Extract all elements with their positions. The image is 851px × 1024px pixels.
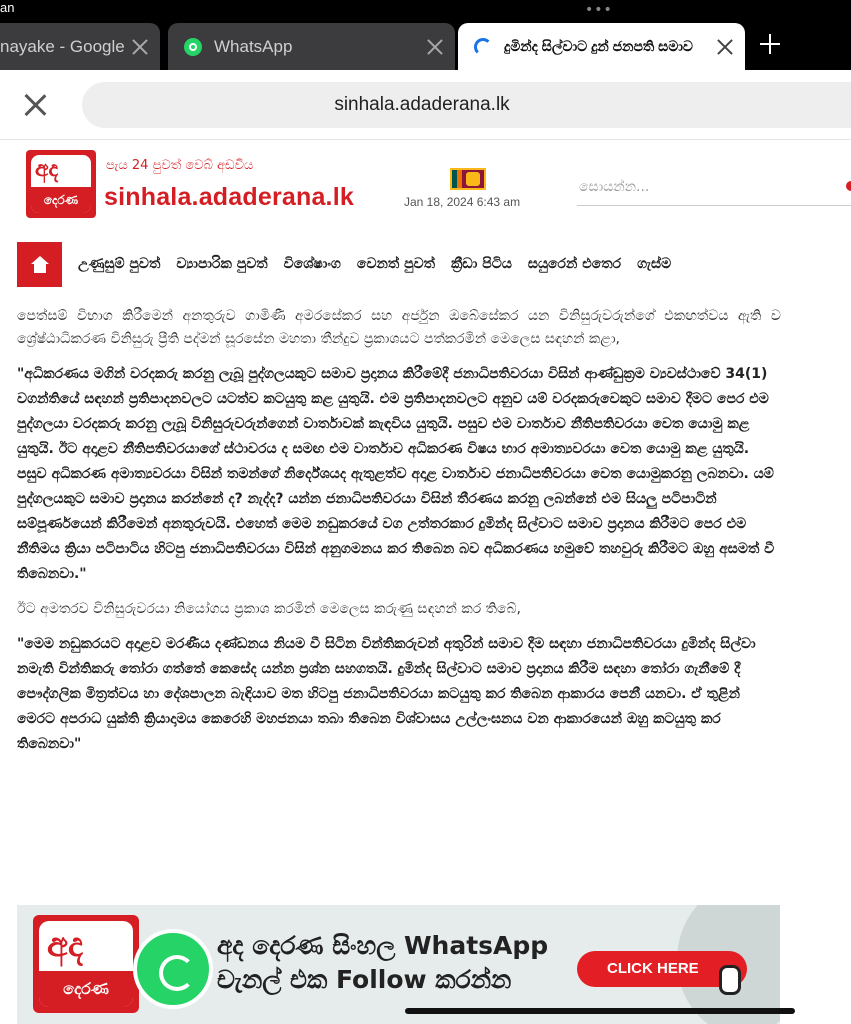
main-nav xyxy=(78,256,671,272)
home-icon xyxy=(31,256,49,264)
article-paragraph: ඊට අමතරව විනිසුරුවරයා නියෝගය ප්‍රකාශ කරමින් මෙලෙස කරුණු සඳහන් කර තිබේ, xyxy=(17,601,521,617)
tab-strip xyxy=(0,0,851,70)
click-here-button[interactable]: CLICK HERE xyxy=(577,951,747,987)
nav-item-other-news[interactable]: වෙනත් පුවත් xyxy=(356,256,436,272)
nav-item-business[interactable]: ව්‍යාපාරික පුවත් xyxy=(176,256,268,272)
site-search-input[interactable]: සොයන්න... xyxy=(577,170,851,206)
address-bar-row xyxy=(0,70,851,140)
tab-whatsapp[interactable] xyxy=(168,23,455,70)
banner-headline: අද දෙරණ සිංහල WhatsApp xyxy=(217,931,549,960)
tab-title: nayake - Google xyxy=(0,36,125,56)
article-quote: "මෙම නඩුකරයට අදාළව මරණීය දණ්ඩනය නියම වී සිටින වින්තිකරුවන් අතුරින් සමාව දීම සඳහා ජනාධිපතිවරයා දුමින්ද සිල්වා නමැති වින්තිකරු තෝරා ගත්තේ කෙසේද යන්න ප්‍රශ්න සහගතයි. දුමින්ද සිල්වාට සමාව ප්‍රදානය කිරීම සඳහා තෝරා ගැනීමේ දී පෞද්ගලික මිත්‍රත්වය හා දේශපාලන බැඳියාව මත හිටපු ජනාධිපතිවරයා කටයුතු කර තිබෙන ආකාරය පෙනී යනවා. ඒ තුළින් මෙරට අපරාධ යුක්ති ක්‍රියාදාමය කෙරෙහි මහජනයා තබා තිබෙන විශ්වාසය උල්ලංඝනය වන ආකාරයෙන් ඔහු කටයුතු කර තිබෙනවා" xyxy=(17,636,756,752)
loading-spinner-icon xyxy=(474,38,492,56)
nav-item-hot-news[interactable]: උණුසුම් පුවත් xyxy=(78,256,161,272)
pointer-hand-icon xyxy=(719,965,741,995)
tab-close-icon[interactable] xyxy=(130,37,150,57)
close-icon[interactable] xyxy=(20,90,50,120)
article-paragraph: පෙත්සම් විභාග කිරීමෙන් අනතුරුව ගාමිණී අමරසේකර සහ අර්ජුන ඔබේසේකර යන විනිසුරුවරුන්ගේ එකඟත්වය ඇති ව ශ්‍රේෂ්ඨාධිකරණ විනිසුරු ප්‍රීති පද්මන් සූරසේන මහතා තීන්දුව ප්‍රකාශයට පත්කරමින් මෙලෙස සඳහන් කළා, xyxy=(17,308,781,347)
tab-close-icon[interactable] xyxy=(715,37,735,57)
banner-subline: චැනල් එක Follow කරන්න xyxy=(217,965,512,994)
new-tab-icon[interactable] xyxy=(756,30,784,58)
banner-logo xyxy=(33,915,139,1013)
home-indicator[interactable] xyxy=(405,1008,795,1014)
article-quote: "අධිකරණය මගින් වරදකරු කරනු ලැබූ පුද්ගලයකුට සමාව ප්‍රදානය කිරීමේදී ජනාධිපතිවරයා විසින් ආණ්ඩුක්‍රම ව්‍යවස්ථාවේ 34(1) වගන්තියේ සඳහන් ප්‍රතිපාදනවලට යටත්ව කටයුතු කළ යුතුයි. එම ප්‍රතිපාදනවලට අනුව යම් වරදකරුවෙකුට සමාව දීමට පෙර එම පුද්ගලයා වරදකරු කරනු ලැබූ විනිසුරුවරුන්ගෙන් වාර්තාවක් කැඳවිය යුතුයි. පසුව එම වාර්තාව නීතිපතිවරයා වෙත යොමු කළ යුතුයි. ඊට අදාළව නීතිපතිවරයාගේ ස්ථාවරය ද සමඟ එම වාර්තාව අධිකරණ විෂය භාර අමාත්‍යවරයා වෙත යොමු කළ යුතුයි. පසුව අධිකරණ අමාත්‍යවරයා විසින් තමන්ගේ නිර්දේශයද ඇතුළත්ව අදාළ වාර්තාව ජනාධිපතිවරයා වෙත යොමුකරනු ලබනවා. යම් පුද්ගලයකුට සමාව ප්‍රදානය කරන්නේ ද? නැද්ද? යන්න ජනාධිපතිවරයා විසින් තීරණය කරනු ලබන්නේ එම සියලු පටිපාටින් සම්පූර්ණයෙන් කිරීමෙන් අනතුරුවයි. එහෙත් මෙම නඩුකරයේ වග උත්තරකාර දුමින්ද සිල්වාට සමාව ප්‍රදානය කිරීමට පෙර එම නීතිමය ක්‍රියා පටිපාටිය හිටපු ජනාධිපතිවරයා විසින් අනුගමනය කර තිබෙන බව අධිකරණය හමුවේ තහවුරු කිරීමට ඔහු අසමත් වී තිබෙනවා." xyxy=(17,366,775,582)
url-text: sinhala.adaderana.lk xyxy=(334,94,510,115)
banner-logo-text-bottom: දෙරණ xyxy=(39,971,133,1007)
tab-title: WhatsApp xyxy=(214,36,293,56)
whatsapp-phone-icon xyxy=(133,929,213,1009)
sri-lanka-flag-icon xyxy=(450,168,486,190)
home-button[interactable] xyxy=(17,242,62,287)
nav-item-sports[interactable]: ක්‍රීඩා පිටිය xyxy=(451,256,512,272)
nav-item-features[interactable]: විශේෂාංග xyxy=(283,256,341,272)
multitask-dots-icon[interactable]: ••• xyxy=(585,2,613,18)
tab-close-icon[interactable] xyxy=(425,37,445,57)
site-tagline: පැය 24 පුවත් වෙබ් අඩවිය xyxy=(106,158,254,173)
tab-active-article[interactable] xyxy=(458,23,745,70)
article-body xyxy=(17,305,781,768)
header-date: Jan 18, 2024 6:43 am xyxy=(404,195,521,209)
logo-text-bottom: දෙරණ xyxy=(31,187,91,213)
whatsapp-channel-banner[interactable] xyxy=(17,905,780,1024)
site-logo[interactable] xyxy=(26,150,96,218)
tab-title: දුමින්ද සිල්වාට දුන් ජනපති සමාව xyxy=(504,38,693,54)
tab-google[interactable] xyxy=(0,23,160,70)
url-field[interactable] xyxy=(82,82,851,128)
nav-item-gossip[interactable]: ගැස්ම xyxy=(637,256,672,272)
logo-text-top: අද xyxy=(35,157,59,182)
banner-logo-text-top: අද xyxy=(47,925,84,965)
site-name[interactable]: sinhala.adaderana.lk xyxy=(104,183,354,211)
search-icon[interactable] xyxy=(846,181,851,191)
status-time: an xyxy=(0,0,15,15)
nav-item-overseas[interactable]: සයුරෙන් එතෙර xyxy=(527,256,622,272)
whatsapp-icon xyxy=(184,38,202,56)
